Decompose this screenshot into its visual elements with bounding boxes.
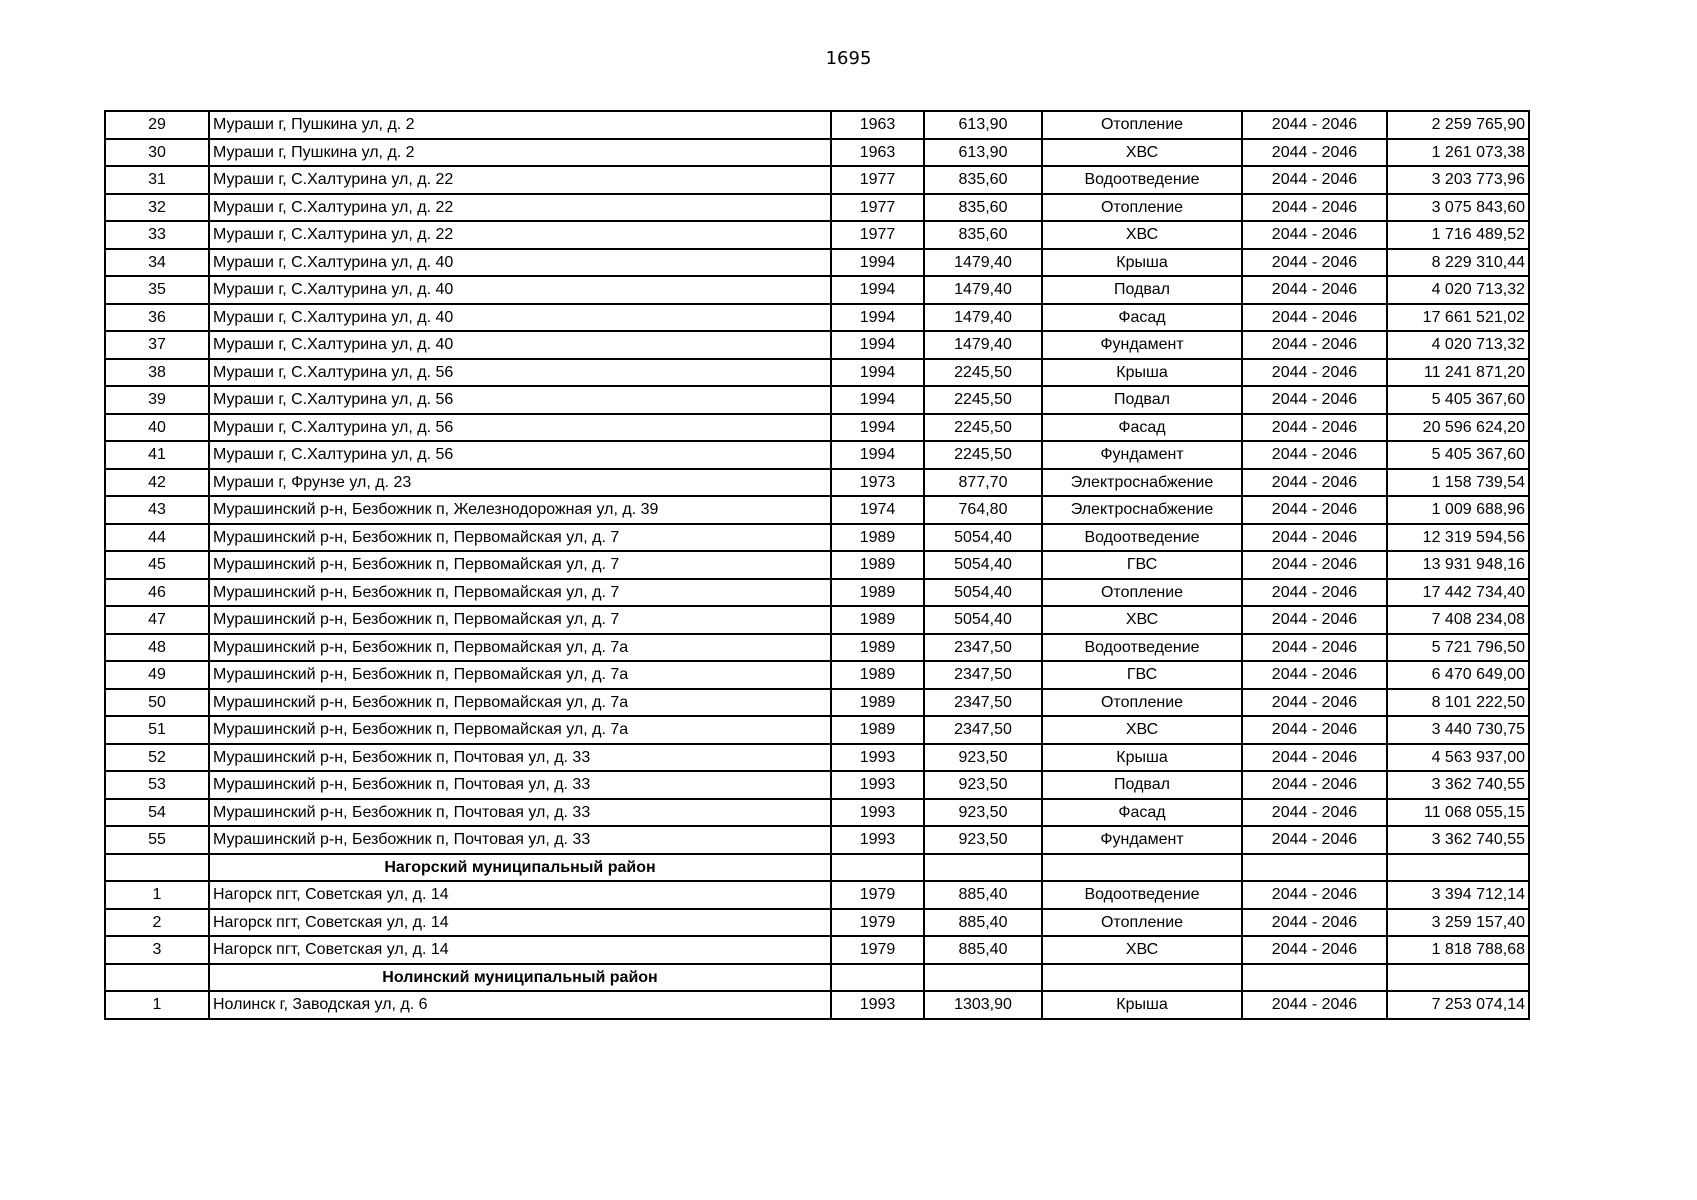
address-cell: Мураши г, С.Халтурина ул, д. 22 (209, 194, 831, 222)
period-cell: 2044 - 2046 (1242, 606, 1387, 634)
row-number: 1 (105, 881, 209, 909)
work-type-cell: Отопление (1042, 909, 1242, 937)
empty-cell (105, 854, 209, 882)
row-number: 34 (105, 249, 209, 277)
period-cell: 2044 - 2046 (1242, 221, 1387, 249)
period-cell: 2044 - 2046 (1242, 441, 1387, 469)
table-row (105, 496, 1529, 524)
address-cell: Мураши г, С.Халтурина ул, д. 56 (209, 441, 831, 469)
year-cell: 1989 (831, 551, 924, 579)
table-row (105, 331, 1529, 359)
period-cell: 2044 - 2046 (1242, 276, 1387, 304)
cost-cell: 5 721 796,50 (1387, 634, 1529, 662)
area-cell: 613,90 (924, 139, 1042, 167)
row-number: 39 (105, 386, 209, 414)
table-row (105, 606, 1529, 634)
address-cell: Мураши г, Пушкина ул, д. 2 (209, 139, 831, 167)
address-cell: Мурашинский р-н, Безбожник п, Почтовая ул, д. 33 (209, 744, 831, 772)
repair-schedule-table (104, 110, 1530, 1020)
table-row (105, 661, 1529, 689)
table-row (105, 359, 1529, 387)
year-cell: 1974 (831, 496, 924, 524)
address-cell: Мураши г, С.Халтурина ул, д. 56 (209, 386, 831, 414)
period-cell: 2044 - 2046 (1242, 496, 1387, 524)
area-cell: 1479,40 (924, 304, 1042, 332)
table-row (105, 469, 1529, 497)
period-cell: 2044 - 2046 (1242, 304, 1387, 332)
area-cell: 2245,50 (924, 386, 1042, 414)
cost-cell: 3 440 730,75 (1387, 716, 1529, 744)
area-cell: 923,50 (924, 799, 1042, 827)
area-cell: 923,50 (924, 771, 1042, 799)
area-cell: 835,60 (924, 194, 1042, 222)
address-cell: Мурашинский р-н, Безбожник п, Первомайская ул, д. 7 (209, 524, 831, 552)
cost-cell: 3 362 740,55 (1387, 826, 1529, 854)
row-number: 53 (105, 771, 209, 799)
table-row (105, 634, 1529, 662)
period-cell: 2044 - 2046 (1242, 716, 1387, 744)
period-cell: 2044 - 2046 (1242, 111, 1387, 139)
area-cell: 885,40 (924, 881, 1042, 909)
period-cell: 2044 - 2046 (1242, 331, 1387, 359)
year-cell: 1963 (831, 139, 924, 167)
work-type-cell: ГВС (1042, 661, 1242, 689)
section-title: Нагорский муниципальный район (209, 854, 831, 882)
cost-cell: 1 158 739,54 (1387, 469, 1529, 497)
row-number: 44 (105, 524, 209, 552)
period-cell: 2044 - 2046 (1242, 139, 1387, 167)
table-row (105, 194, 1529, 222)
period-cell: 2044 - 2046 (1242, 579, 1387, 607)
address-cell: Мураши г, С.Халтурина ул, д. 40 (209, 276, 831, 304)
year-cell: 1989 (831, 716, 924, 744)
empty-cell (924, 854, 1042, 882)
year-cell: 1979 (831, 936, 924, 964)
work-type-cell: Подвал (1042, 771, 1242, 799)
cost-cell: 6 470 649,00 (1387, 661, 1529, 689)
address-cell: Мураши г, Пушкина ул, д. 2 (209, 111, 831, 139)
row-number: 52 (105, 744, 209, 772)
empty-cell (1242, 964, 1387, 992)
work-type-cell: Крыша (1042, 744, 1242, 772)
period-cell: 2044 - 2046 (1242, 634, 1387, 662)
row-number: 33 (105, 221, 209, 249)
table-row (105, 771, 1529, 799)
row-number: 50 (105, 689, 209, 717)
work-type-cell: ГВС (1042, 551, 1242, 579)
area-cell: 2245,50 (924, 359, 1042, 387)
area-cell: 923,50 (924, 826, 1042, 854)
year-cell: 1989 (831, 606, 924, 634)
row-number: 37 (105, 331, 209, 359)
cost-cell: 4 020 713,32 (1387, 331, 1529, 359)
period-cell: 2044 - 2046 (1242, 799, 1387, 827)
year-cell: 1989 (831, 661, 924, 689)
area-cell: 885,40 (924, 936, 1042, 964)
area-cell: 5054,40 (924, 606, 1042, 634)
address-cell: Мураши г, С.Халтурина ул, д. 40 (209, 304, 831, 332)
work-type-cell: Фундамент (1042, 826, 1242, 854)
address-cell: Мураши г, С.Халтурина ул, д. 40 (209, 331, 831, 359)
work-type-cell: ХВС (1042, 716, 1242, 744)
cost-cell: 11 241 871,20 (1387, 359, 1529, 387)
empty-cell (831, 964, 924, 992)
row-number: 42 (105, 469, 209, 497)
empty-cell (1387, 854, 1529, 882)
cost-cell: 20 596 624,20 (1387, 414, 1529, 442)
work-type-cell: Крыша (1042, 991, 1242, 1019)
row-number: 46 (105, 579, 209, 607)
table-row (105, 276, 1529, 304)
work-type-cell: Водоотведение (1042, 524, 1242, 552)
area-cell: 1479,40 (924, 249, 1042, 277)
area-cell: 5054,40 (924, 551, 1042, 579)
cost-cell: 4 563 937,00 (1387, 744, 1529, 772)
area-cell: 2245,50 (924, 441, 1042, 469)
address-cell: Мурашинский р-н, Безбожник п, Железнодорожная ул, д. 39 (209, 496, 831, 524)
cost-cell: 11 068 055,15 (1387, 799, 1529, 827)
table-row (105, 111, 1529, 139)
cost-cell: 2 259 765,90 (1387, 111, 1529, 139)
address-cell: Мураши г, С.Халтурина ул, д. 22 (209, 166, 831, 194)
cost-cell: 5 405 367,60 (1387, 441, 1529, 469)
area-cell: 835,60 (924, 166, 1042, 194)
work-type-cell: Электроснабжение (1042, 496, 1242, 524)
period-cell: 2044 - 2046 (1242, 524, 1387, 552)
year-cell: 1963 (831, 111, 924, 139)
area-cell: 613,90 (924, 111, 1042, 139)
address-cell: Мурашинский р-н, Безбожник п, Первомайская ул, д. 7а (209, 689, 831, 717)
cost-cell: 3 203 773,96 (1387, 166, 1529, 194)
row-number: 41 (105, 441, 209, 469)
year-cell: 1993 (831, 799, 924, 827)
row-number: 30 (105, 139, 209, 167)
table-row (105, 386, 1529, 414)
area-cell: 5054,40 (924, 524, 1042, 552)
period-cell: 2044 - 2046 (1242, 661, 1387, 689)
empty-cell (831, 854, 924, 882)
table-row (105, 579, 1529, 607)
area-cell: 2347,50 (924, 716, 1042, 744)
row-number: 43 (105, 496, 209, 524)
cost-cell: 17 661 521,02 (1387, 304, 1529, 332)
work-type-cell: Отопление (1042, 579, 1242, 607)
address-cell: Мураши г, С.Халтурина ул, д. 40 (209, 249, 831, 277)
table-row (105, 881, 1529, 909)
table-row (105, 304, 1529, 332)
year-cell: 1994 (831, 386, 924, 414)
period-cell: 2044 - 2046 (1242, 166, 1387, 194)
year-cell: 1989 (831, 689, 924, 717)
year-cell: 1989 (831, 524, 924, 552)
row-number: 31 (105, 166, 209, 194)
row-number: 29 (105, 111, 209, 139)
table-row (105, 414, 1529, 442)
address-cell: Мурашинский р-н, Безбожник п, Первомайская ул, д. 7 (209, 606, 831, 634)
row-number: 54 (105, 799, 209, 827)
address-cell: Мурашинский р-н, Безбожник п, Первомайская ул, д. 7а (209, 661, 831, 689)
year-cell: 1977 (831, 194, 924, 222)
cost-cell: 1 716 489,52 (1387, 221, 1529, 249)
period-cell: 2044 - 2046 (1242, 909, 1387, 937)
section-title: Нолинский муниципальный район (209, 964, 831, 992)
area-cell: 885,40 (924, 909, 1042, 937)
address-cell: Нагорск пгт, Советская ул, д. 14 (209, 881, 831, 909)
cost-cell: 1 009 688,96 (1387, 496, 1529, 524)
area-cell: 764,80 (924, 496, 1042, 524)
work-type-cell: ХВС (1042, 606, 1242, 634)
work-type-cell: Подвал (1042, 386, 1242, 414)
work-type-cell: Отопление (1042, 194, 1242, 222)
cost-cell: 3 075 843,60 (1387, 194, 1529, 222)
cost-cell: 7 408 234,08 (1387, 606, 1529, 634)
period-cell: 2044 - 2046 (1242, 744, 1387, 772)
cost-cell: 3 259 157,40 (1387, 909, 1529, 937)
row-number: 38 (105, 359, 209, 387)
period-cell: 2044 - 2046 (1242, 991, 1387, 1019)
cost-cell: 17 442 734,40 (1387, 579, 1529, 607)
address-cell: Мураши г, С.Халтурина ул, д. 22 (209, 221, 831, 249)
work-type-cell: Отопление (1042, 689, 1242, 717)
row-number: 51 (105, 716, 209, 744)
work-type-cell: Водоотведение (1042, 634, 1242, 662)
row-number: 3 (105, 936, 209, 964)
area-cell: 2347,50 (924, 661, 1042, 689)
year-cell: 1993 (831, 991, 924, 1019)
table-row (105, 441, 1529, 469)
page-number: 1695 (825, 48, 872, 69)
table-row (105, 221, 1529, 249)
address-cell: Мурашинский р-н, Безбожник п, Первомайская ул, д. 7 (209, 551, 831, 579)
row-number: 36 (105, 304, 209, 332)
cost-cell: 7 253 074,14 (1387, 991, 1529, 1019)
cost-cell: 5 405 367,60 (1387, 386, 1529, 414)
cost-cell: 4 020 713,32 (1387, 276, 1529, 304)
address-cell: Мураши г, Фрунзе ул, д. 23 (209, 469, 831, 497)
row-number: 2 (105, 909, 209, 937)
empty-cell (105, 964, 209, 992)
table-row (105, 799, 1529, 827)
period-cell: 2044 - 2046 (1242, 249, 1387, 277)
year-cell: 1994 (831, 276, 924, 304)
address-cell: Нагорск пгт, Советская ул, д. 14 (209, 909, 831, 937)
year-cell: 1979 (831, 881, 924, 909)
table-row (105, 716, 1529, 744)
empty-cell (1042, 964, 1242, 992)
year-cell: 1979 (831, 909, 924, 937)
row-number: 49 (105, 661, 209, 689)
area-cell: 5054,40 (924, 579, 1042, 607)
work-type-cell: Подвал (1042, 276, 1242, 304)
area-cell: 1479,40 (924, 276, 1042, 304)
row-number: 32 (105, 194, 209, 222)
year-cell: 1993 (831, 826, 924, 854)
area-cell: 1479,40 (924, 331, 1042, 359)
section-header-row (105, 854, 1529, 882)
area-cell: 877,70 (924, 469, 1042, 497)
cost-cell: 13 931 948,16 (1387, 551, 1529, 579)
area-cell: 1303,90 (924, 991, 1042, 1019)
year-cell: 1989 (831, 579, 924, 607)
year-cell: 1994 (831, 249, 924, 277)
period-cell: 2044 - 2046 (1242, 469, 1387, 497)
table-row (105, 524, 1529, 552)
address-cell: Мурашинский р-н, Безбожник п, Почтовая ул, д. 33 (209, 826, 831, 854)
row-number: 1 (105, 991, 209, 1019)
period-cell: 2044 - 2046 (1242, 414, 1387, 442)
period-cell: 2044 - 2046 (1242, 194, 1387, 222)
work-type-cell: Водоотведение (1042, 166, 1242, 194)
row-number: 45 (105, 551, 209, 579)
table-row (105, 826, 1529, 854)
row-number: 40 (105, 414, 209, 442)
year-cell: 1993 (831, 771, 924, 799)
year-cell: 1989 (831, 634, 924, 662)
year-cell: 1994 (831, 441, 924, 469)
table-row (105, 909, 1529, 937)
work-type-cell: Отопление (1042, 111, 1242, 139)
year-cell: 1994 (831, 414, 924, 442)
period-cell: 2044 - 2046 (1242, 359, 1387, 387)
table-row (105, 249, 1529, 277)
cost-cell: 3 362 740,55 (1387, 771, 1529, 799)
address-cell: Мурашинский р-н, Безбожник п, Первомайская ул, д. 7а (209, 634, 831, 662)
cost-cell: 1 818 788,68 (1387, 936, 1529, 964)
work-type-cell: Водоотведение (1042, 881, 1242, 909)
empty-cell (1242, 854, 1387, 882)
row-number: 35 (105, 276, 209, 304)
empty-cell (1042, 854, 1242, 882)
table-row (105, 689, 1529, 717)
year-cell: 1977 (831, 166, 924, 194)
address-cell: Мурашинский р-н, Безбожник п, Почтовая ул, д. 33 (209, 799, 831, 827)
table-row (105, 936, 1529, 964)
address-cell: Мураши г, С.Халтурина ул, д. 56 (209, 359, 831, 387)
year-cell: 1994 (831, 331, 924, 359)
period-cell: 2044 - 2046 (1242, 551, 1387, 579)
year-cell: 1973 (831, 469, 924, 497)
year-cell: 1993 (831, 744, 924, 772)
work-type-cell: Фундамент (1042, 441, 1242, 469)
area-cell: 2245,50 (924, 414, 1042, 442)
area-cell: 2347,50 (924, 689, 1042, 717)
address-cell: Нагорск пгт, Советская ул, д. 14 (209, 936, 831, 964)
table-row (105, 166, 1529, 194)
area-cell: 923,50 (924, 744, 1042, 772)
row-number: 47 (105, 606, 209, 634)
table-row (105, 744, 1529, 772)
period-cell: 2044 - 2046 (1242, 771, 1387, 799)
empty-cell (924, 964, 1042, 992)
work-type-cell: Фундамент (1042, 331, 1242, 359)
row-number: 48 (105, 634, 209, 662)
work-type-cell: Электроснабжение (1042, 469, 1242, 497)
work-type-cell: ХВС (1042, 139, 1242, 167)
empty-cell (1387, 964, 1529, 992)
work-type-cell: Фасад (1042, 304, 1242, 332)
table-body (105, 111, 1529, 1019)
year-cell: 1977 (831, 221, 924, 249)
address-cell: Нолинск г, Заводская ул, д. 6 (209, 991, 831, 1019)
period-cell: 2044 - 2046 (1242, 936, 1387, 964)
address-cell: Мурашинский р-н, Безбожник п, Первомайская ул, д. 7 (209, 579, 831, 607)
work-type-cell: Фасад (1042, 799, 1242, 827)
work-type-cell: ХВС (1042, 221, 1242, 249)
work-type-cell: Крыша (1042, 249, 1242, 277)
period-cell: 2044 - 2046 (1242, 881, 1387, 909)
year-cell: 1994 (831, 359, 924, 387)
cost-cell: 8 101 222,50 (1387, 689, 1529, 717)
row-number: 55 (105, 826, 209, 854)
period-cell: 2044 - 2046 (1242, 826, 1387, 854)
work-type-cell: Крыша (1042, 359, 1242, 387)
period-cell: 2044 - 2046 (1242, 689, 1387, 717)
address-cell: Мурашинский р-н, Безбожник п, Почтовая ул, д. 33 (209, 771, 831, 799)
cost-cell: 3 394 712,14 (1387, 881, 1529, 909)
cost-cell: 8 229 310,44 (1387, 249, 1529, 277)
table-row (105, 139, 1529, 167)
work-type-cell: ХВС (1042, 936, 1242, 964)
cost-cell: 1 261 073,38 (1387, 139, 1529, 167)
area-cell: 2347,50 (924, 634, 1042, 662)
section-header-row (105, 964, 1529, 992)
period-cell: 2044 - 2046 (1242, 386, 1387, 414)
area-cell: 835,60 (924, 221, 1042, 249)
table-row (105, 551, 1529, 579)
cost-cell: 12 319 594,56 (1387, 524, 1529, 552)
table-row (105, 991, 1529, 1019)
work-type-cell: Фасад (1042, 414, 1242, 442)
address-cell: Мурашинский р-н, Безбожник п, Первомайская ул, д. 7а (209, 716, 831, 744)
year-cell: 1994 (831, 304, 924, 332)
address-cell: Мураши г, С.Халтурина ул, д. 56 (209, 414, 831, 442)
